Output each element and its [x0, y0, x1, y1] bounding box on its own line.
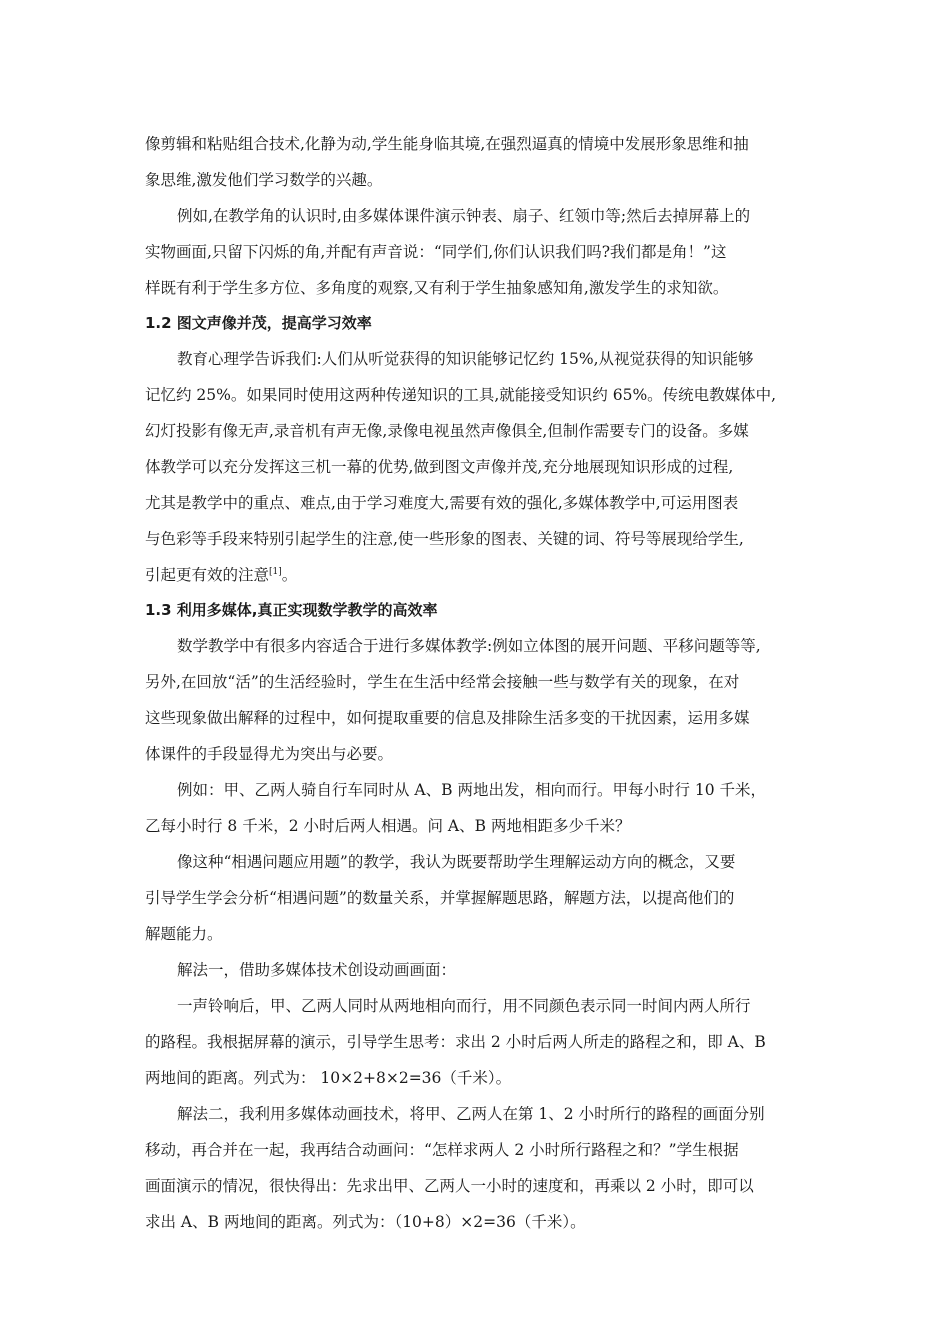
paragraph-line: 实物画面,只留下闪烁的角,并配有声音说：“同学们,你们认识我们吗?我们都是角！”这: [145, 243, 727, 261]
paragraph-line: 画面演示的情况，很快得出：先求出甲、乙两人一小时的速度和，再乘以 2 小时，即可以: [145, 1177, 754, 1195]
paragraph-line: 记忆约 25%。如果同时使用这两种传递知识的工具,就能接受知识约 65%。传统电教媒体中,: [145, 386, 777, 404]
paragraph-line: 像剪辑和粘贴组合技术,化静为动,学生能身临其境,在强烈逼真的情境中发展形象思维和抽: [145, 135, 749, 153]
paragraph-line: 乙每小时行 8 千米，2 小时后两人相遇。问 A、B 两地相距多少千米？: [145, 817, 631, 835]
paragraph-line: 两地间的距离。列式为： 10×2+8×2=36（千米）。: [145, 1069, 512, 1087]
section-heading-1-2: 1.2 图文声像并茂，提高学习效率: [145, 314, 372, 332]
paragraph-line: 这些现象做出解释的过程中，如何提取重要的信息及排除生活多变的干扰因素，运用多媒: [145, 709, 750, 727]
paragraph-line: 引导学生学会分析“相遇问题”的数量关系，并掌握解题思路，解题方法，以提高他们的: [145, 889, 735, 907]
paragraph-line: 数学教学中有很多内容适合于进行多媒体教学:例如立体图的展开问题、平移问题等等,: [177, 637, 761, 655]
paragraph-line: 幻灯投影有像无声,录音机有声无像,录像电视虽然声像俱全,但制作需要专门的设备。多媒: [145, 422, 749, 440]
paragraph-line: 与色彩等手段来特别引起学生的注意,使一些形象的图表、关键的词、符号等展现给学生,: [145, 530, 744, 548]
paragraph-line: 的路程。我根据屏幕的演示，引导学生思考：求出 2 小时后两人所走的路程之和，即 A、B: [145, 1033, 766, 1051]
paragraph-line: 移动，再合并在一起，我再结合动画问：“怎样求两人 2 小时所行路程之和？”学生根据: [145, 1141, 739, 1159]
paragraph-text: 引起更有效的注意: [145, 566, 270, 584]
citation-link[interactable]: [1]: [269, 567, 282, 577]
paragraph-line: 解题能力。: [145, 925, 223, 943]
section-heading-1-3: 1.3 利用多媒体,真正实现数学教学的高效率: [145, 601, 438, 619]
paragraph-line: 教育心理学告诉我们:人们从听觉获得的知识能够记忆约 15%,从视觉获得的知识能够: [177, 350, 754, 368]
paragraph-line: 解法一，借助多媒体技术创设动画画面：: [177, 961, 457, 979]
paragraph-line: 求出 A、B 两地间的距离。列式为：（10+8）×2=36（千米）。: [145, 1213, 586, 1231]
paragraph-line: 尤其是教学中的重点、难点,由于学习难度大,需要有效的强化,多媒体教学中,可运用图表: [145, 494, 739, 512]
paragraph-line: 象思维,激发他们学习数学的兴趣。: [145, 171, 383, 189]
paragraph-line: 像这种“相遇问题应用题”的教学，我认为既要帮助学生理解运动方向的概念，又要: [177, 853, 736, 871]
paragraph-line: 另外,在回放“活”的生活经验时，学生在生活中经常会接触一些与数学有关的现象，在对: [145, 673, 740, 691]
paragraph-line: 样既有利于学生多方位、多角度的观察,又有利于学生抽象感知角,激发学生的求知欲。: [145, 279, 729, 297]
paragraph-line: 一声铃响后，甲、乙两人同时从两地相向而行，用不同颜色表示同一时间内两人所行: [177, 997, 751, 1015]
paragraph-line: 体教学可以充分发挥这三机一幕的优势,做到图文声像并茂,充分地展现知识形成的过程,: [145, 458, 734, 476]
paragraph-text: 。: [281, 566, 298, 584]
paragraph-line: 例如：甲、乙两人骑自行车同时从 A、B 两地出发，相向而行。甲每小时行 10 千米，: [177, 781, 767, 799]
paragraph-line: 体课件的手段显得尤为突出与必要。: [145, 745, 394, 763]
paragraph-line: 解法二，我利用多媒体动画技术，将甲、乙两人在第 1、2 小时所行的路程的画面分别: [177, 1105, 765, 1123]
paragraph-line: [145, 565, 297, 585]
paragraph-line: 例如,在教学角的认识时,由多媒体课件演示钟表、扇子、红领巾等;然后去掉屏幕上的: [177, 207, 751, 225]
